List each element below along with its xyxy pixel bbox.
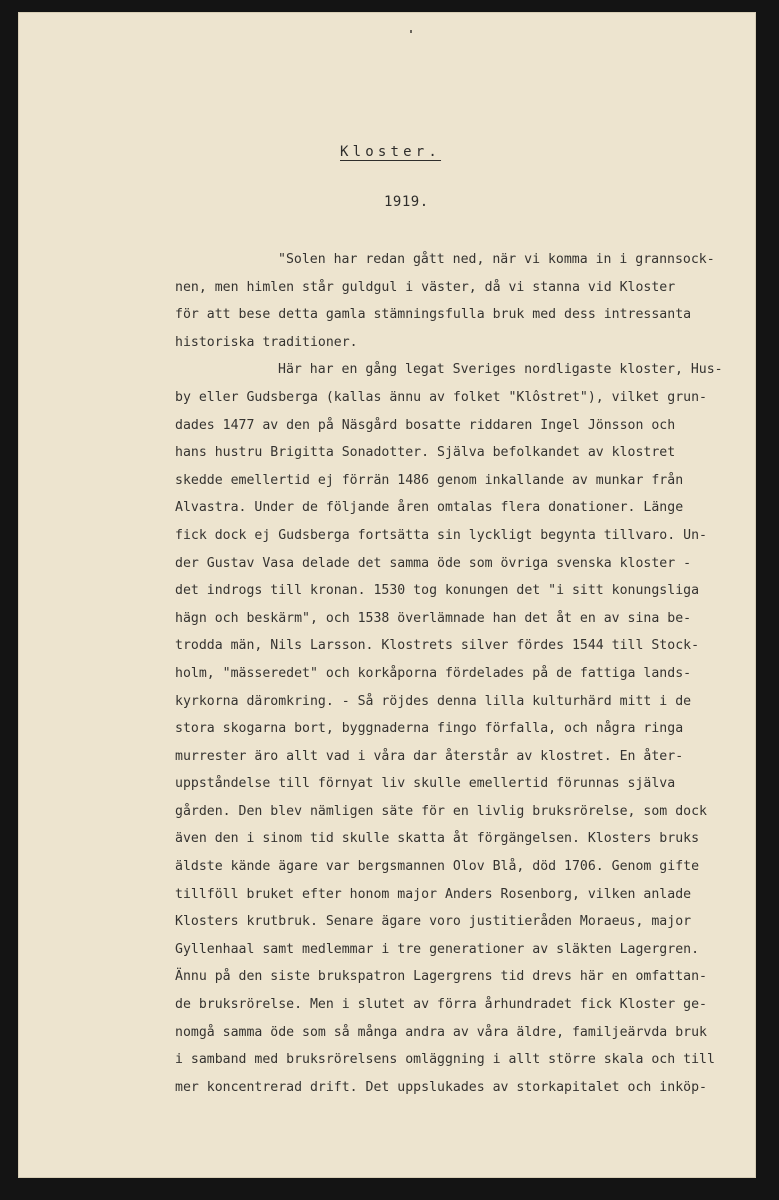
text-line: gården. Den blev nämligen säte för en livlig bruksrörelse, som dock bbox=[175, 803, 707, 819]
text-line: Gyllenhaal samt medlemmar i tre generationer av släkten Lagergren. bbox=[175, 941, 700, 957]
text-line: stora skogarna bort, byggnaderna fingo förfalla, och några ringa bbox=[175, 721, 684, 737]
text-line: dades 1477 av den på Näsgård bosatte riddaren Ingel Jönsson och bbox=[175, 417, 676, 433]
document-page bbox=[18, 12, 756, 1178]
text-line: Alvastra. Under de följande åren omtalas flera donationer. Länge bbox=[175, 500, 684, 516]
text-line: även den i sinom tid skulle skatta åt förgängelsen. Klosters bruks bbox=[175, 831, 700, 847]
text-line: i samband med bruksrörelsens omläggning i allt större skala och till bbox=[175, 1052, 715, 1068]
text-line: nen, men himlen står guldgul i väster, då vi stanna vid Kloster bbox=[175, 279, 676, 295]
text-line: Klosters krutbruk. Senare ägare voro justitieråden Moraeus, major bbox=[175, 914, 692, 930]
text-line: Ännu på den siste brukspatron Lagergrens tid drevs här en omfattan- bbox=[175, 969, 707, 985]
text-line: by eller Gudsberga (kallas ännu av folket "Klôstret"), vilket grun- bbox=[175, 389, 707, 405]
document-year: 1919. bbox=[384, 194, 429, 210]
text-line: uppståndelse till förnyat liv skulle emellertid förunnas själva bbox=[175, 776, 676, 792]
text-line: fick dock ej Gudsberga fortsätta sin lyckligt begynta tillvaro. Un- bbox=[175, 527, 707, 543]
text-line: kyrkorna däromkring. - Så röjdes denna lilla kulturhärd mitt i de bbox=[175, 693, 692, 709]
text-line: mer koncentrerad drift. Det uppslukades av storkapitalet och inköp- bbox=[175, 1079, 707, 1095]
text-line: historiska traditioner. bbox=[175, 334, 358, 350]
text-line: nomgå samma öde som så många andra av våra äldre, familjeärvda bruk bbox=[175, 1024, 707, 1040]
body-text bbox=[175, 246, 755, 1101]
text-line: för att bese detta gamla stämningsfulla bruk med dess intressanta bbox=[175, 307, 692, 323]
ink-mark bbox=[410, 30, 412, 33]
text-line: trodda män, Nils Larsson. Klostrets silver fördes 1544 till Stock- bbox=[175, 638, 700, 654]
text-line: de bruksrörelse. Men i slutet av förra århundradet fick Kloster ge- bbox=[175, 997, 707, 1013]
text-line: hans hustru Brigitta Sonadotter. Själva befolkandet av klostret bbox=[175, 445, 676, 461]
text-line: äldste kände ägare var bergsmannen Olov Blå, död 1706. Genom gifte bbox=[175, 859, 700, 875]
text-line: det indrogs till kronan. 1530 tog konungen det "i sitt konungsliga bbox=[175, 583, 700, 599]
text-line: der Gustav Vasa delade det samma öde som övriga svenska kloster - bbox=[175, 555, 692, 571]
text-line: Här har en gång legat Sveriges nordligaste kloster, Hus- bbox=[278, 362, 723, 378]
text-line: "Solen har redan gått ned, när vi komma in i grannsock- bbox=[278, 252, 715, 267]
text-line: tillföll bruket efter honom major Anders Rosenborg, vilken anlade bbox=[175, 886, 692, 902]
text-line: holm, "mässeredet" och korkåporna fördelades på de fattiga lands- bbox=[175, 665, 692, 681]
text-line: murrester äro allt vad i våra dar återstår av klostret. En åter- bbox=[175, 748, 684, 764]
text-line: skedde emellertid ej förrän 1486 genom inkallande av munkar från bbox=[175, 472, 684, 488]
document-title: Kloster. bbox=[340, 144, 442, 160]
text-line: hägn och beskärm", och 1538 överlämnade han det åt en av sina be- bbox=[175, 610, 692, 626]
